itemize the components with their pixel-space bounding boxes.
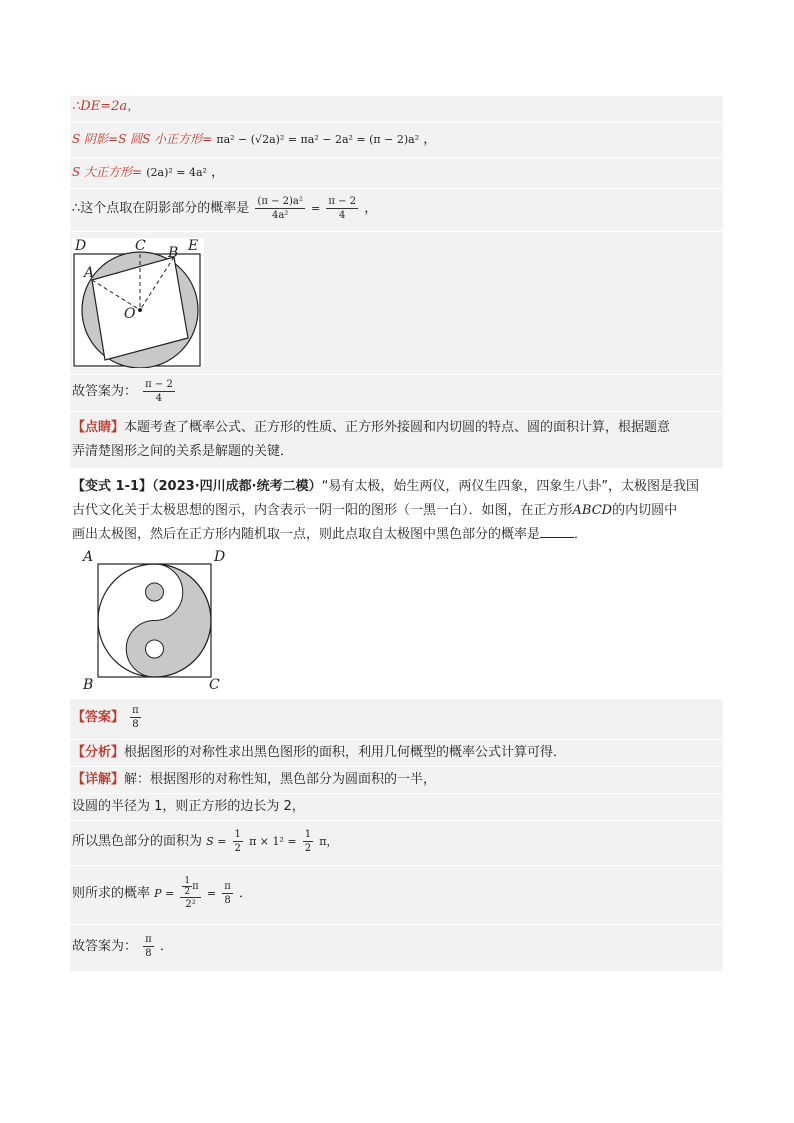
analysis-tag: 【分析】 [72, 745, 125, 760]
question-source: （2023·四川成都·统考二模） [152, 479, 322, 494]
probability-p: P = [154, 887, 175, 900]
question-line-2b: 的内切圆中 [612, 503, 678, 518]
area-text: 所以黑色部分的面积为 [72, 834, 203, 849]
question-line-1: “易有太极，始生两仪，两仪生四象，四象生八卦”，太极图是我国 [321, 479, 700, 494]
answer-label: 故答案为： [72, 384, 138, 399]
question-block [70, 469, 723, 699]
fraction-denominator: 8 [224, 895, 231, 906]
question-tag: 【变式 1-1】 [72, 479, 153, 494]
fraction-numerator: π [145, 934, 152, 945]
probability-compound-fraction [180, 876, 200, 911]
taiji-figure [82, 549, 232, 695]
dianjing-row [70, 412, 723, 469]
answer-fraction [130, 704, 141, 731]
dianjing-text-1: 本题考查了概率公式、正方形的性质、正方形外接圆和内切圆的特点、圆的面积计算，根据题意 [124, 420, 671, 435]
probability-row [70, 866, 723, 925]
fraction-denominator: 2² [185, 899, 196, 910]
de-equation: ∴DE=2a， [72, 99, 141, 114]
label-d: D [214, 549, 226, 565]
final-answer-end: ． [159, 939, 173, 954]
analysis-row [70, 740, 723, 767]
answer-blank [540, 525, 574, 538]
final-answer-label: 故答案为： [72, 939, 138, 954]
dianjing-text-2: 弄清楚图形之间的关系是解题的关键． [72, 444, 294, 459]
probability-fraction-1 [255, 195, 304, 222]
probability-text: ∴这个点取在阴影部分的概率是 [72, 201, 250, 216]
label-a: A [83, 549, 94, 565]
fraction-denominator: 4a² [271, 210, 289, 221]
final-answer-row [70, 925, 723, 972]
answer-tag: 【答案】 [72, 710, 125, 725]
fraction-numerator: π [132, 705, 139, 716]
fraction-denominator: 2 [184, 887, 191, 897]
label-o: O [124, 306, 136, 322]
fraction-denominator: 8 [145, 948, 152, 959]
solution-block [70, 699, 723, 972]
fraction-numerator: (π − 2)a² [257, 196, 303, 207]
radius-row [70, 794, 723, 821]
fraction-denominator: 4 [155, 393, 163, 404]
detail-row [70, 767, 723, 794]
probability-end: ． [238, 886, 252, 901]
fraction-numerator: π − 2 [328, 196, 357, 207]
probability-result [222, 880, 233, 907]
probability-end: ， [364, 201, 378, 216]
area-fraction-1 [233, 828, 243, 855]
dianjing-tag: 【点睛】 [72, 420, 125, 435]
analysis-text: 根据图形的对称性求出黑色图形的面积，利用几何概型的概率公式计算可得． [124, 745, 567, 760]
radius-text: 设圆的半径为 1，则正方形的边长为 2， [72, 799, 305, 814]
area-fraction-2 [303, 828, 313, 855]
fraction-denominator: 8 [132, 719, 139, 730]
detail-tag: 【详解】 [72, 772, 125, 787]
figure-1-row [70, 232, 723, 375]
inner-fraction [182, 876, 192, 897]
document-sheet [70, 96, 723, 972]
label-a: A [84, 265, 95, 281]
label-e: E [188, 238, 199, 254]
fraction-denominator: 2 [304, 843, 312, 854]
big-square-lhs: S 大正方形= [72, 165, 143, 179]
question-line-3-end: ． [574, 527, 588, 542]
question-line-2: 古代文化关于太极思想的图示，内含表示一阴一阳的图形（一黑一白）．如图，在正方形 [72, 503, 573, 518]
label-b: B [168, 245, 179, 261]
equals-sign: = [311, 202, 321, 215]
answer-row-1 [70, 375, 723, 412]
big-square-end: ， [211, 165, 225, 180]
shadow-area-expr: πa² − (√2a)² = πa² − 2a² = (π − 2)a² [216, 133, 420, 146]
fraction-numerator: 1 [234, 829, 241, 840]
detail-text: 解：根据图形的对称性知，黑色部分为圆面积的一半， [124, 772, 437, 787]
shadow-area-end: ， [423, 132, 437, 147]
fraction-numerator: 1 [304, 829, 312, 840]
probability-fraction-2 [326, 195, 358, 222]
big-square-expr: (2a)² = 4a² [146, 166, 207, 179]
probability-label: 则所求的概率 [72, 886, 151, 901]
fraction-numerator: π − 2 [145, 379, 173, 390]
figure-2-row [72, 547, 721, 699]
label-d: D [75, 238, 87, 254]
square-name: ABCD [572, 503, 613, 518]
line-probability [70, 189, 723, 232]
line-de [70, 96, 723, 123]
line-shadow-area [70, 123, 723, 158]
line-big-square [70, 158, 723, 189]
fraction-numerator: 1 [184, 876, 191, 886]
answer-row-2 [70, 699, 723, 740]
compound-numerator [180, 876, 200, 898]
answer-fraction [143, 378, 175, 405]
solution-continuation [70, 96, 723, 469]
circle-square-diagram [72, 238, 204, 368]
fraction-denominator: 4 [339, 210, 346, 221]
area-row [70, 821, 723, 866]
label-b: B [83, 677, 94, 693]
taiji-diagram [82, 557, 232, 695]
question-line-3: 画出太极图，然后在正方形内随机取一点，则此点取自太极图中黑色部分的概率是 [72, 527, 541, 542]
final-answer-fraction [143, 933, 154, 960]
label-c: C [135, 238, 146, 254]
fraction-numerator: π [224, 881, 231, 892]
fraction-denominator: 2 [234, 843, 241, 854]
circle-square-figure [72, 238, 204, 368]
shadow-area-lhs: S 阴影=S 圆S 小正方形= [72, 132, 213, 146]
area-end: π， [319, 835, 338, 848]
label-c: C [209, 677, 220, 693]
area-s: S = [206, 835, 227, 848]
area-middle: π × 1² = [249, 835, 297, 848]
probability-equals: = [206, 887, 217, 900]
inner-pi: π [192, 881, 199, 892]
question-text [72, 475, 721, 547]
